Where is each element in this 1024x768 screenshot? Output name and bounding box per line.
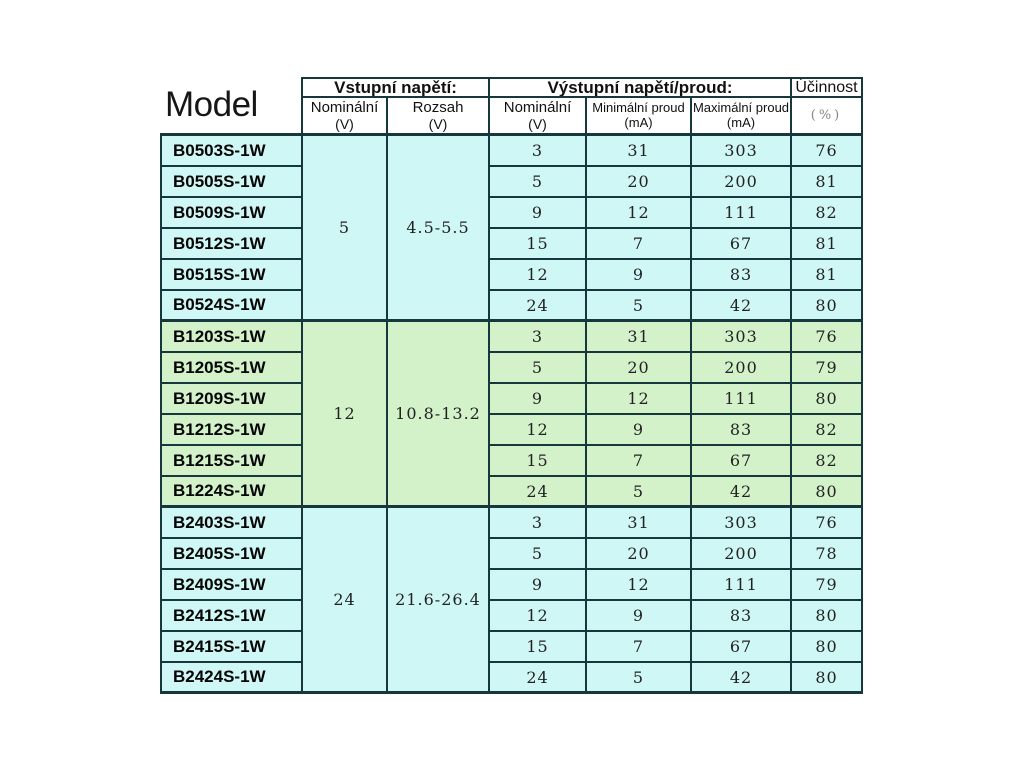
input-nominal-label: Nominální — [310, 98, 379, 116]
model-cell: B0505S-1W — [160, 167, 303, 198]
efficiency-cell: 82 — [792, 415, 863, 446]
model-cell: B0509S-1W — [160, 198, 303, 229]
efficiency-cell: 80 — [792, 601, 863, 632]
model-cell: B2403S-1W — [160, 508, 303, 539]
max-current-cell: 42 — [692, 291, 792, 322]
output-voltage-cell: 3 — [490, 322, 587, 353]
input-range-cell: 10.8-13.2 — [388, 322, 490, 508]
efficiency-unit-label: (%) — [810, 107, 843, 123]
min-current-label: Minimální proud — [592, 100, 685, 116]
min-current-subheader — [587, 98, 692, 136]
input-range-cell: 4.5-5.5 — [388, 136, 490, 322]
min-current-cell: 20 — [587, 353, 692, 384]
input-nominal-unit: (V) — [335, 115, 354, 132]
efficiency-cell: 82 — [792, 198, 863, 229]
output-voltage-current-group-header — [490, 77, 792, 98]
output-voltage-cell: 3 — [490, 508, 587, 539]
max-current-cell: 303 — [692, 508, 792, 539]
max-current-cell: 111 — [692, 570, 792, 601]
efficiency-cell: 80 — [792, 663, 863, 694]
output-voltage-cell: 5 — [490, 539, 587, 570]
min-current-cell: 7 — [587, 446, 692, 477]
output-voltage-cell: 12 — [490, 601, 587, 632]
min-current-cell: 7 — [587, 229, 692, 260]
min-current-cell: 9 — [587, 601, 692, 632]
output-voltage-cell: 9 — [490, 570, 587, 601]
max-current-cell: 200 — [692, 353, 792, 384]
input-voltage-group-header — [303, 77, 490, 98]
efficiency-cell: 76 — [792, 508, 863, 539]
min-current-unit: (mA) — [624, 115, 653, 130]
model-cell: B2424S-1W — [160, 663, 303, 694]
input-range-unit: (V) — [428, 115, 448, 132]
max-current-cell: 200 — [692, 539, 792, 570]
min-current-cell: 9 — [587, 415, 692, 446]
output-voltage-cell: 5 — [490, 353, 587, 384]
model-cell: B0503S-1W — [160, 136, 303, 167]
min-current-cell: 5 — [587, 663, 692, 694]
output-voltage-cell: 12 — [490, 415, 587, 446]
input-voltage-group-label: Vstupní napětí: — [334, 77, 457, 97]
input-range-subheader — [388, 98, 490, 136]
efficiency-cell: 76 — [792, 322, 863, 353]
max-current-cell: 83 — [692, 260, 792, 291]
max-current-cell: 200 — [692, 167, 792, 198]
min-current-cell: 12 — [587, 384, 692, 415]
model-header-cell — [160, 77, 303, 136]
max-current-cell: 83 — [692, 601, 792, 632]
output-voltage-cell: 9 — [490, 198, 587, 229]
output-voltage-cell: 24 — [490, 291, 587, 322]
min-current-cell: 12 — [587, 198, 692, 229]
output-nominal-subheader — [490, 98, 587, 136]
input-nominal-cell: 24 — [303, 508, 388, 694]
efficiency-cell: 81 — [792, 229, 863, 260]
model-cell: B2412S-1W — [160, 601, 303, 632]
model-cell: B1215S-1W — [160, 446, 303, 477]
input-range-label: Rozsah — [412, 98, 464, 116]
min-current-cell: 9 — [587, 260, 692, 291]
min-current-cell: 20 — [587, 539, 692, 570]
efficiency-cell: 79 — [792, 570, 863, 601]
output-voltage-cell: 15 — [490, 229, 587, 260]
model-cell: B1205S-1W — [160, 353, 303, 384]
min-current-cell: 5 — [587, 477, 692, 508]
output-voltage-cell: 5 — [490, 167, 587, 198]
min-current-cell: 7 — [587, 632, 692, 663]
input-nominal-cell: 12 — [303, 322, 388, 508]
max-current-label: Maximální proud — [692, 100, 790, 116]
max-current-cell: 42 — [692, 477, 792, 508]
efficiency-cell: 82 — [792, 446, 863, 477]
max-current-cell: 67 — [692, 229, 792, 260]
output-voltage-cell: 24 — [490, 663, 587, 694]
max-current-cell: 42 — [692, 663, 792, 694]
efficiency-cell: 80 — [792, 291, 863, 322]
model-cell: B0512S-1W — [160, 229, 303, 260]
model-cell: B1203S-1W — [160, 322, 303, 353]
output-nominal-label: Nominální — [503, 98, 572, 116]
model-cell: B2415S-1W — [160, 632, 303, 663]
max-current-cell: 83 — [692, 415, 792, 446]
spec-table — [160, 77, 863, 694]
efficiency-cell: 78 — [792, 539, 863, 570]
max-current-cell: 67 — [692, 446, 792, 477]
efficiency-cell: 76 — [792, 136, 863, 167]
output-voltage-cell: 24 — [490, 477, 587, 508]
min-current-cell: 12 — [587, 570, 692, 601]
max-current-unit: (mA) — [726, 115, 756, 130]
efficiency-cell: 81 — [792, 167, 863, 198]
efficiency-unit-subheader — [792, 98, 863, 136]
max-current-cell: 111 — [692, 384, 792, 415]
min-current-cell: 5 — [587, 291, 692, 322]
input-nominal-cell: 5 — [303, 136, 388, 322]
min-current-cell: 31 — [587, 322, 692, 353]
model-cell: B0524S-1W — [160, 291, 303, 322]
min-current-cell: 31 — [587, 136, 692, 167]
max-current-cell: 67 — [692, 632, 792, 663]
efficiency-header-label: Účinnost — [795, 78, 858, 96]
efficiency-header — [792, 77, 863, 98]
efficiency-cell: 81 — [792, 260, 863, 291]
model-header-label: Model — [165, 85, 258, 124]
model-cell: B2405S-1W — [160, 539, 303, 570]
efficiency-cell: 80 — [792, 477, 863, 508]
output-voltage-current-group-label: Výstupní napětí/proud: — [547, 77, 733, 97]
output-voltage-cell: 15 — [490, 446, 587, 477]
output-voltage-cell: 3 — [490, 136, 587, 167]
input-range-cell: 21.6-26.4 — [388, 508, 490, 694]
model-cell: B1209S-1W — [160, 384, 303, 415]
max-current-subheader — [692, 98, 792, 136]
model-cell: B1212S-1W — [160, 415, 303, 446]
model-cell: B2409S-1W — [160, 570, 303, 601]
max-current-cell: 111 — [692, 198, 792, 229]
input-nominal-subheader — [303, 98, 388, 136]
output-voltage-cell: 15 — [490, 632, 587, 663]
efficiency-cell: 80 — [792, 384, 863, 415]
min-current-cell: 31 — [587, 508, 692, 539]
output-voltage-cell: 12 — [490, 260, 587, 291]
min-current-cell: 20 — [587, 167, 692, 198]
efficiency-cell: 80 — [792, 632, 863, 663]
model-cell: B0515S-1W — [160, 260, 303, 291]
max-current-cell: 303 — [692, 322, 792, 353]
max-current-cell: 303 — [692, 136, 792, 167]
efficiency-cell: 79 — [792, 353, 863, 384]
output-voltage-cell: 9 — [490, 384, 587, 415]
model-cell: B1224S-1W — [160, 477, 303, 508]
output-nominal-unit: (V) — [528, 115, 547, 132]
